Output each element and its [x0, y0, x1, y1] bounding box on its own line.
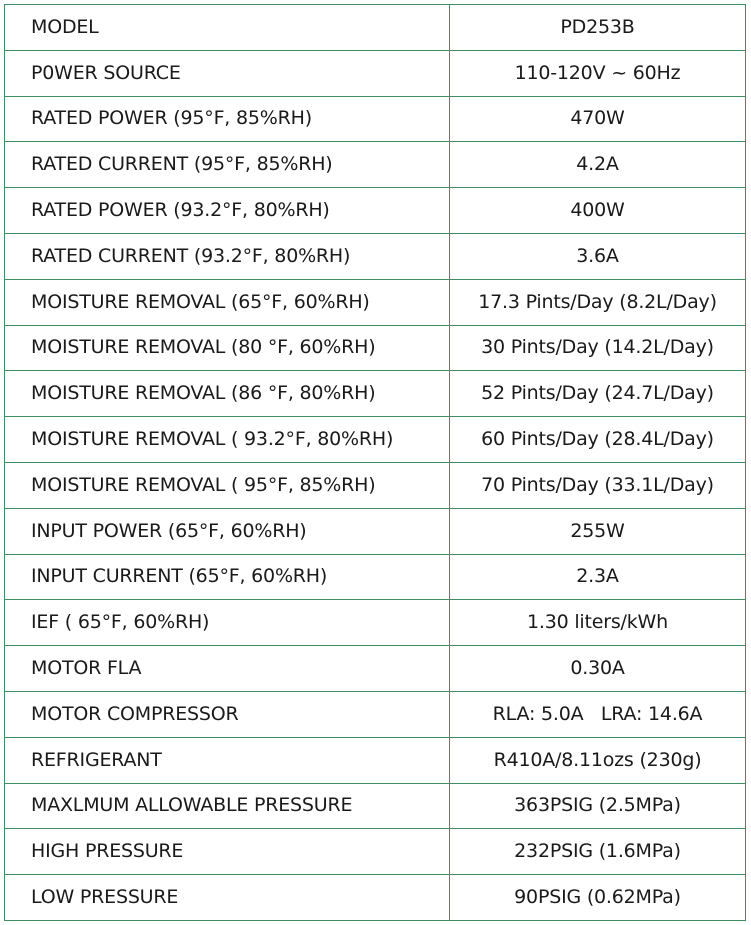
spec-label: RATED CURRENT (93.2°F, 80%RH) [5, 233, 450, 279]
spec-label: MOISTURE REMOVAL (86 °F, 80%RH) [5, 371, 450, 417]
table-row [5, 5, 746, 51]
table-row [5, 600, 746, 646]
spec-value: R410A/8.11ozs (230g) [450, 737, 746, 783]
spec-value: 470W [450, 96, 746, 142]
table-row [5, 462, 746, 508]
spec-label: RATED CURRENT (95°F, 85%RH) [5, 142, 450, 188]
table-row [5, 233, 746, 279]
spec-value: 60 Pints/Day (28.4L/Day) [450, 417, 746, 463]
spec-value: 232PSIG (1.6MPa) [450, 829, 746, 875]
spec-label: HIGH PRESSURE [5, 829, 450, 875]
spec-label: MODEL [5, 5, 450, 51]
table-row [5, 875, 746, 921]
spec-label: RATED POWER (95°F, 85%RH) [5, 96, 450, 142]
table-row [5, 142, 746, 188]
table-row [5, 325, 746, 371]
table-row [5, 371, 746, 417]
spec-table [4, 4, 746, 921]
spec-value: 400W [450, 188, 746, 234]
spec-label: MOISTURE REMOVAL (80 °F, 60%RH) [5, 325, 450, 371]
table-row [5, 737, 746, 783]
spec-label: P0WER SOURCE [5, 50, 450, 96]
spec-value: 1.30 liters/kWh [450, 600, 746, 646]
spec-value: 255W [450, 508, 746, 554]
spec-label: REFRIGERANT [5, 737, 450, 783]
spec-value: 2.3A [450, 554, 746, 600]
spec-value: PD253B [450, 5, 746, 51]
spec-value: 3.6A [450, 233, 746, 279]
table-row [5, 691, 746, 737]
table-row [5, 188, 746, 234]
table-row [5, 279, 746, 325]
table-row [5, 829, 746, 875]
spec-value: RLA: 5.0A LRA: 14.6A [450, 691, 746, 737]
spec-value: 30 Pints/Day (14.2L/Day) [450, 325, 746, 371]
spec-label: MOISTURE REMOVAL ( 95°F, 85%RH) [5, 462, 450, 508]
table-row [5, 508, 746, 554]
spec-label: MOISTURE REMOVAL ( 93.2°F, 80%RH) [5, 417, 450, 463]
table-row [5, 417, 746, 463]
table-row [5, 646, 746, 692]
table-row [5, 96, 746, 142]
spec-value: 363PSIG (2.5MPa) [450, 783, 746, 829]
spec-value: 90PSIG (0.62MPa) [450, 875, 746, 921]
spec-label: MOISTURE REMOVAL (65°F, 60%RH) [5, 279, 450, 325]
table-row [5, 783, 746, 829]
spec-label: INPUT POWER (65°F, 60%RH) [5, 508, 450, 554]
spec-label: MOTOR FLA [5, 646, 450, 692]
spec-label: MOTOR COMPRESSOR [5, 691, 450, 737]
spec-value: 17.3 Pints/Day (8.2L/Day) [450, 279, 746, 325]
spec-label: LOW PRESSURE [5, 875, 450, 921]
spec-value: 4.2A [450, 142, 746, 188]
spec-value: 110-120V ~ 60Hz [450, 50, 746, 96]
spec-value: 0.30A [450, 646, 746, 692]
table-row [5, 50, 746, 96]
spec-table-body [5, 5, 746, 921]
spec-label: IEF ( 65°F, 60%RH) [5, 600, 450, 646]
spec-label: RATED POWER (93.2°F, 80%RH) [5, 188, 450, 234]
spec-value: 52 Pints/Day (24.7L/Day) [450, 371, 746, 417]
spec-label: MAXLMUM ALLOWABLE PRESSURE [5, 783, 450, 829]
spec-label: INPUT CURRENT (65°F, 60%RH) [5, 554, 450, 600]
table-row [5, 554, 746, 600]
spec-value: 70 Pints/Day (33.1L/Day) [450, 462, 746, 508]
